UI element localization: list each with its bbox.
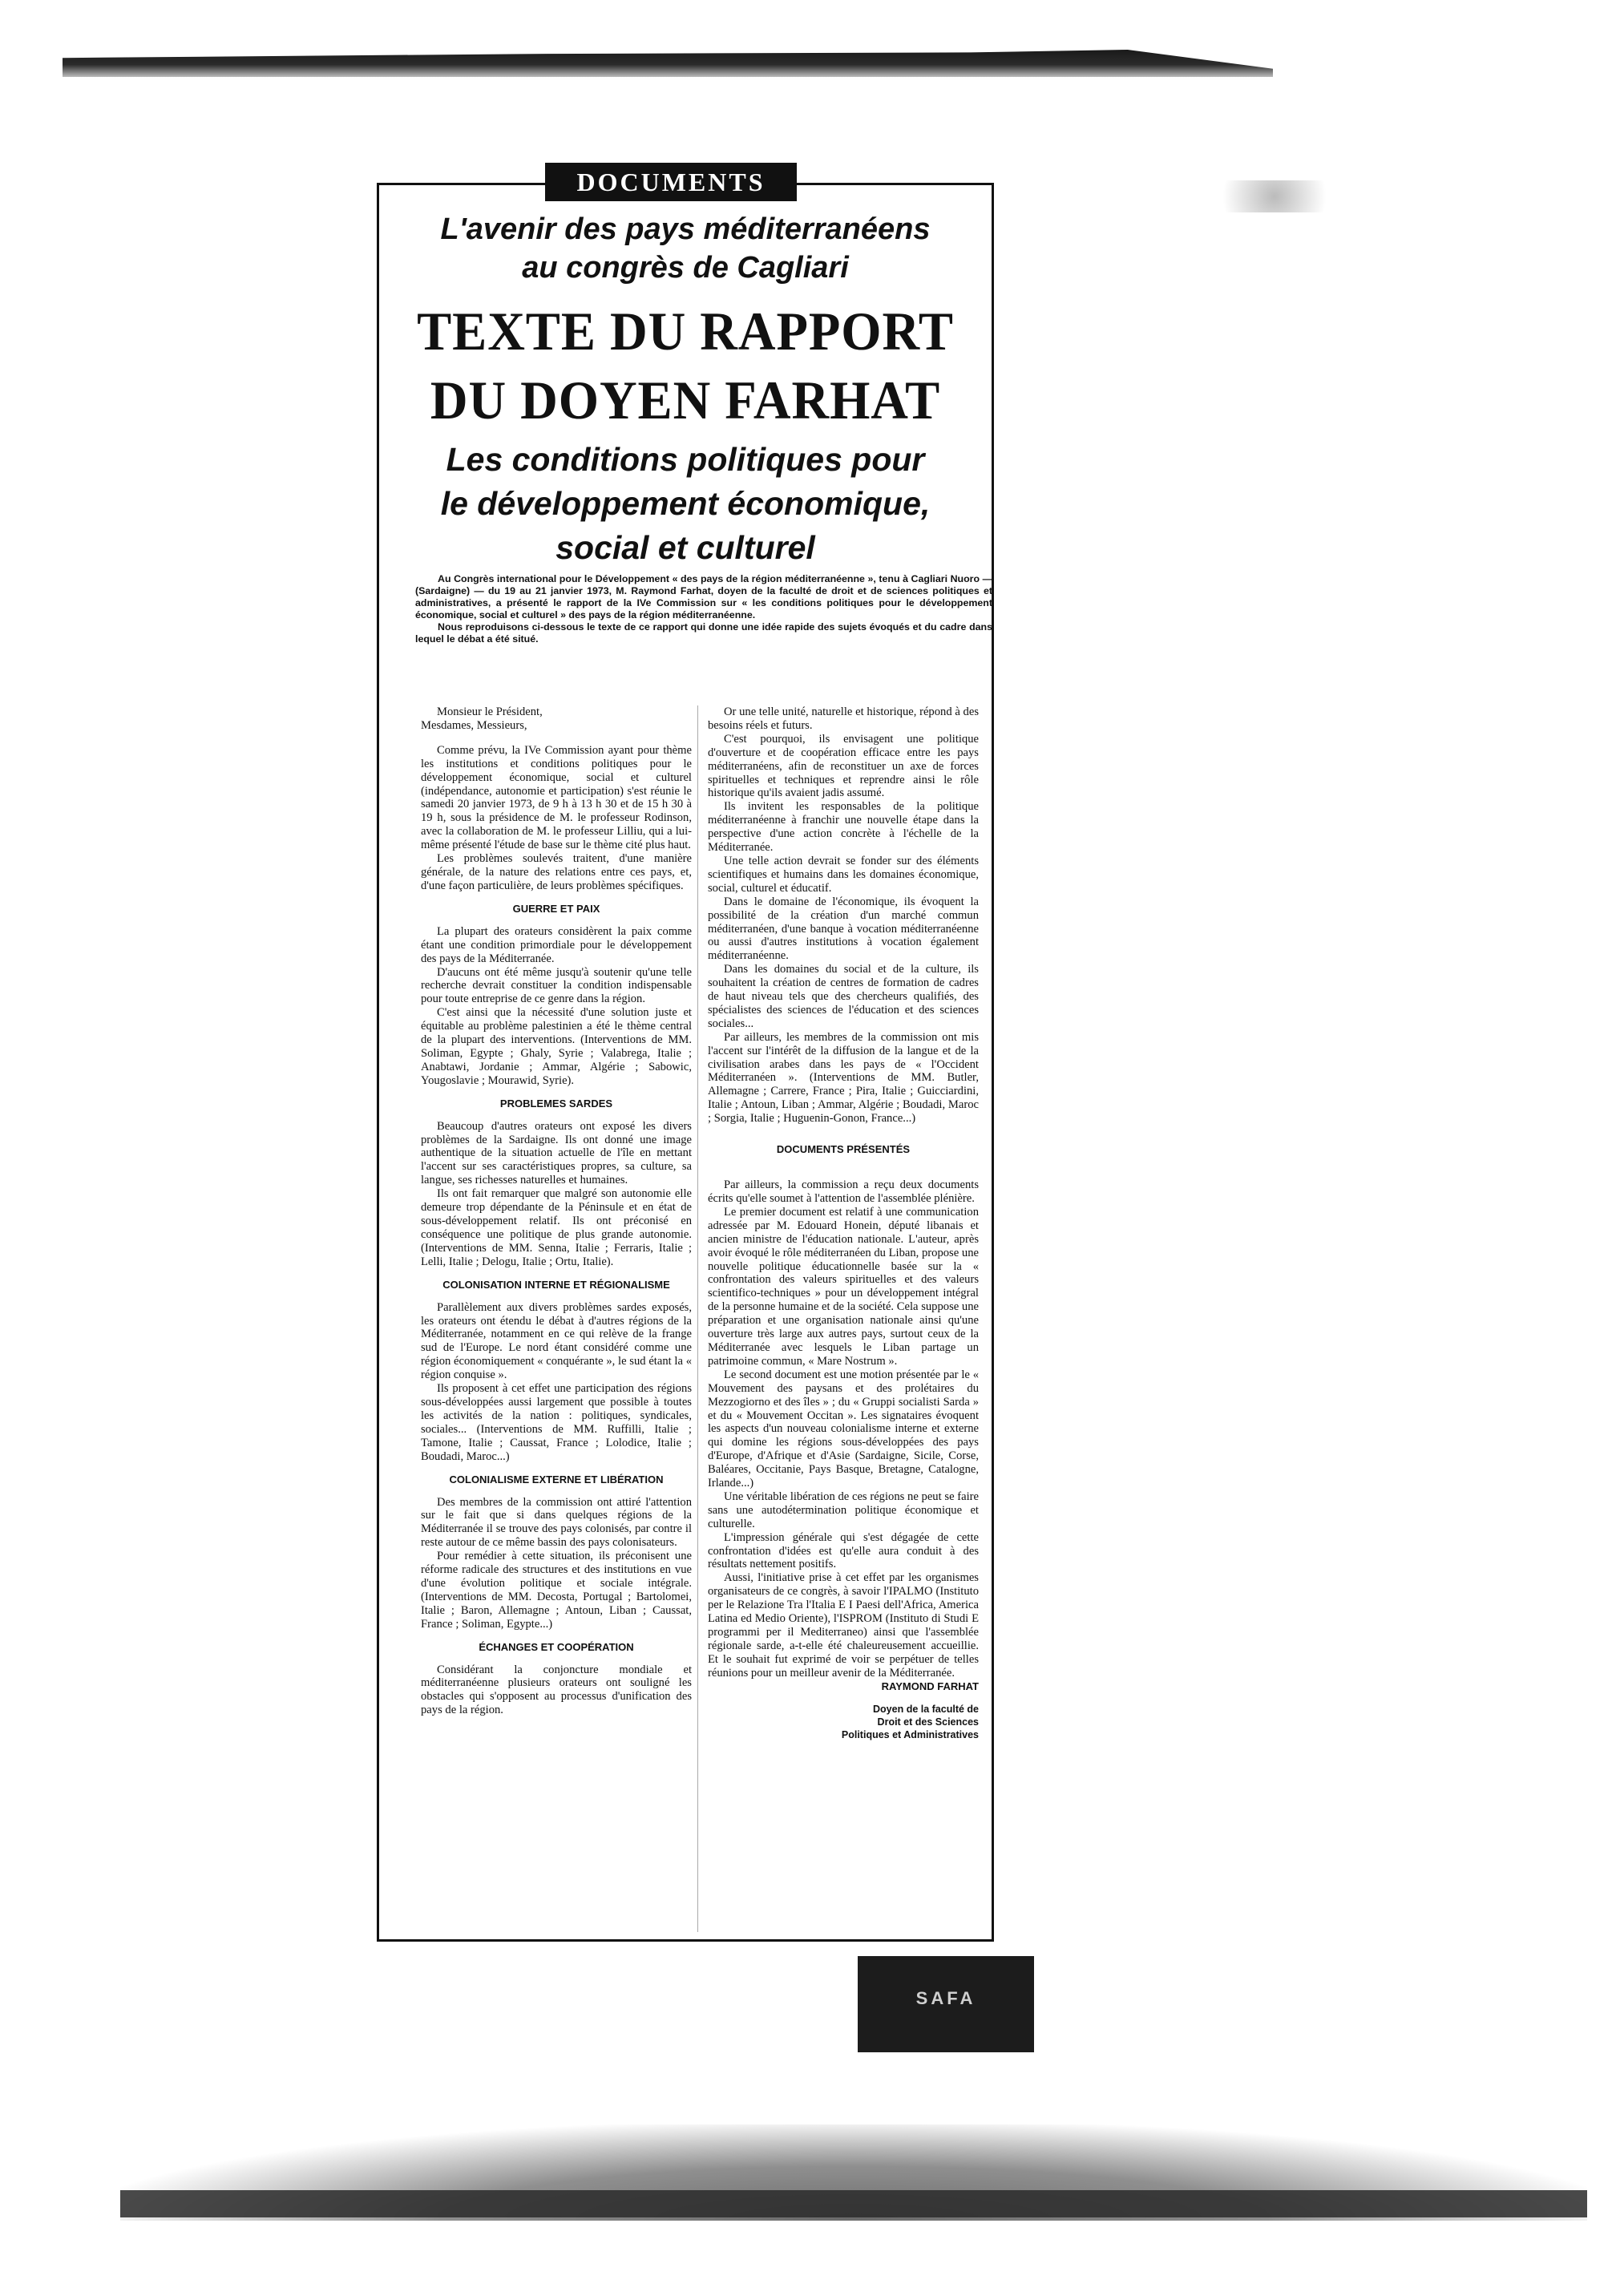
lead-text: Nous reproduisons ci-dessous le texte de ce rapport qui donne une idée rapide des sujets évoqués et du cadre dans lequel le débat a été situé. [415, 621, 992, 645]
section-heading: COLONIALISME EXTERNE ET LIBÉRATION [449, 1473, 664, 1486]
paragraph: L'impression générale qui s'est dégagée de cette confrontation d'idées est qu'elle aura conduit à des résultats nettement positifs. [708, 1530, 979, 1571]
section-heading: GUERRE ET PAIX [512, 902, 600, 915]
paragraph: D'aucuns ont été même jusqu'à soutenir qu'une telle recherche devrait constituer la condition indispensable pour toute entreprise de ce genre dans la région. [421, 965, 692, 1006]
column-right [708, 705, 979, 1741]
paragraph: Les problèmes soulevés traitent, d'une manière générale, de la nature des relations entre ces pays, et, d'une façon particulière, de leurs problèmes spécifiques. [421, 852, 692, 892]
paragraph: Parallèlement aux divers problèmes sardes exposés, les orateurs ont étendu le débat à d'autres régions de la Méditerranée, notamment en ce qui relève de la frange sud de l'Europe. Le nord étant considéré comme une région économiquement « conquérante », le sud étant la « région conquise ». [421, 1300, 692, 1382]
paragraph: Des membres de la commission ont attiré l'attention sur le fait que si dans quelques régions de la Méditerranée il se trouve des pays colonisés, par contre il reste autour de ce même bassin des pays colonisateurs. [421, 1495, 692, 1550]
section-heading: ÉCHANGES ET COOPÉRATION [479, 1640, 634, 1653]
subhead-line: social et culturel [556, 529, 815, 566]
paragraph: C'est pourquoi, ils envisagent une politique d'ouverture et de coopération efficace entre les pays méditerranéens, afin de reconstituer un axe de forces spirituelles et techniques et reprendre ainsi le rôle historique qu'ils avaient jadis assumé. [708, 732, 979, 800]
paragraph: Dans les domaines du social et de la culture, ils souhaitent la création de centres de formation de cadres de haut niveau tels que des chercheurs qualifiés, des spécialistes des sciences de l'éducation et des sciences sociales... [708, 963, 979, 1030]
headline-line: DU DOYEN FARHAT [430, 370, 941, 430]
paragraph: Par ailleurs, la commission a reçu deux documents écrits qu'elle soumet à l'attention de l'assemblée plénière. [708, 1178, 979, 1205]
section-heading: PROBLEMES SARDES [499, 1097, 613, 1110]
lead-text: Au Congrès international pour le Développement « des pays de la région méditerranéenne », tenu à Cagliari Nuoro — (Sardaigne) — du 19 au 21 janvier 1973, M. Raymond Farhat, doyen de la faculté de droit et de sciences politiques et administratives, a présenté le rapport de la IVe Commission sur « les conditions politiques pour le développement économique, social et culturel » des pays de la région méditerranéenne. [415, 573, 992, 620]
signature-role: Politiques et Administratives [841, 1728, 979, 1740]
scan-bottom-strip [120, 2190, 1587, 2217]
paragraph: Une telle action devrait se fonder sur des éléments scientifiques et humains dans les domaines économique, social, culturel et éducatif. [708, 854, 979, 895]
paragraph: C'est ainsi que la nécessité d'une solution juste et équitable au problème palestinien a été le thème central de la plupart des interventions. (Interventions de MM. Soliman, Egypte ; Ghaly, Syrie ; Valabrega, Italie ; Anabtawi, Jordanie ; Ammar, Algérie ; Sabowic, Yougoslavie ; Mourawid, Syrie). [421, 1006, 692, 1087]
salutation: Mesdames, Messieurs, [421, 718, 527, 732]
paragraph: Comme prévu, la IVe Commission ayant pour thème les institutions et conditions politiques pour le développement économique, social et culturel (indépendance, autonomie et participation) s'est réunie le samedi 20 janvier 1973, de 9 h à 13 h 30 et de 15 h 30 à 19 h, sous la présidence de M. le professeur Rodinson, avec la collaboration de M. le professeur Lilliu, qui a lui-même présenté l'étude de base sur le thème cité plus haut. [421, 743, 692, 852]
paragraph: Considérant la conjoncture mondiale et méditerranéenne plusieurs orateurs ont souligné les obstacles qui s'opposent au processus d'unification des pays de la région. [421, 1663, 692, 1717]
paragraph: Ils invitent les responsables de la politique méditerranéenne à franchir une nouvelle étape dans la perspective d'une action concrète à l'échelle de la Méditerranée. [708, 800, 979, 855]
paragraph: Or une telle unité, naturelle et historique, répond à des besoins réels et futurs. [708, 705, 979, 732]
section-heading: COLONISATION INTERNE ET RÉGIONALISME [442, 1278, 670, 1291]
archive-stamp [858, 1956, 1034, 2052]
section-tag: DOCUMENTS [545, 163, 797, 201]
paragraph: Par ailleurs, les membres de la commission ont mis l'accent sur l'intérêt de la diffusion de la langue et de la civilisation arabes dans les pays de « l'Occident Méditerranéen ». (Interventions de MM. Butler, Allemagne ; Carrere, France ; Pira, Italie ; Guicciardini, Italie ; Antoun, Liban ; Ammar, Algérie ; Boudadi, Maroc ; Sorgia, Italie ; Huguenin-Gonon, France...) [708, 1030, 979, 1126]
column-divider [697, 705, 698, 1932]
signature: RAYMOND FARHAT [881, 1680, 979, 1692]
kicker [385, 210, 986, 287]
lead-paragraph [415, 573, 992, 645]
subhead-line: Les conditions politiques pour [446, 441, 925, 478]
section-heading: DOCUMENTS PRÉSENTÉS [776, 1143, 911, 1156]
headline-line: TEXTE DU RAPPORT [417, 301, 954, 362]
paragraph: Dans le domaine de l'économique, ils évoquent la possibilité de la création d'un marché commun méditerranéen, d'une banque à vocation méditerranéenne ou aussi d'autres institutions à vocation également méditerranéenne. [708, 895, 979, 963]
paragraph: Une véritable libération de ces régions ne peut se faire sans une autodétermination politique économique et culturelle. [708, 1490, 979, 1530]
scan-top-shadow [63, 50, 1273, 77]
headline [400, 297, 972, 435]
paragraph: Beaucoup d'autres orateurs ont exposé les divers problèmes de la Sardaigne. Ils ont donné une image authentique de la situation actuelle de l'île en mettant l'accent sur ses caractéristiques propres, sa culture, sa langue, ses richesses naturelles et humaines. [421, 1119, 692, 1187]
subheadline [385, 438, 986, 570]
paragraph: Le premier document est relatif à une communication adressée par M. Edouard Honein, député libanais et ancien ministre de l'éducation nationale. L'auteur, après avoir évoqué le rôle méditerranéen du Liban, propose une nouvelle politique éducationnelle basée sur la « confrontation des valeurs spirituelles et des valeurs scientifico-techniques » pour un développement intégral de la personne humaine et de la société. Cela suppose une préparation et une organisation nationale ainsi qu'une ouverture très large aux autres pays, surtout ceux de la Méditerranée avec lesquels le Liban partage un patrimoine commun, « Mare Nostrum ». [708, 1205, 979, 1368]
paragraph: Pour remédier à cette situation, ils préconisent une réforme radicale des structures et des institutions en vue d'une évolution politique et sociale intégrale. (Interventions de MM. Decosta, Portugal ; Bartolomei, Italie ; Baron, Allemagne ; Antoun, Liban ; Caussat, France ; Soliman, Egypte...) [421, 1550, 692, 1631]
subhead-line: le développement économique, [440, 485, 931, 522]
signature-role: Droit et des Sciences [877, 1716, 979, 1728]
paragraph: Aussi, l'initiative prise à cet effet par les organismes organisateurs de ce congrès, à savoir l'IPALMO (Instituto per le Relazione Tra l'Italia E I Paesi dell'Africa, America Latina ed Medio Oriente), l'ISPROM (Instituto di Studi E programmi per il Mediterraneo) ainsi que l'assemblée régionale sarde, a-t-elle été chaleureusement accueillie. Et le souhait fut exprimé de voir se perpétuer de telles réunions pour un meilleur avenir de la Méditerranée. [708, 1571, 979, 1680]
salutation: Monsieur le Président, [437, 705, 543, 718]
paragraph: Le second document est une motion présentée par le « Mouvement des paysans et des prolétaires du Mezzogiorno et des îles » ; du « Gruppi socialisti Sarda » et du « Mouvement Occitan ». Les signataires évoquent les aspects d'un nouveau colonialisme interne et externe qui domine les régions sous-développées des pays d'Europe, d'Afrique et d'Asie (Sardaigne, Sicile, Corse, Baléares, Occitanie, Pays Basque, Bretagne, Catalogne, Irlande...) [708, 1368, 979, 1490]
kicker-line: L'avenir des pays méditerranéens [440, 212, 931, 246]
paragraph: Ils ont fait remarquer que malgré son autonomie elle demeure trop dépendante de la Péninsule et en état de sous-développement relatif. Ils ont préconisé en conséquence une politique de plus grande autonomie. (Interventions de MM. Senna, Italie ; Ferraris, Italie ; Lelli, Italie ; Delogu, Italie ; Ortu, Italie). [421, 1187, 692, 1268]
paragraph: Ils proposent à cet effet une participation des régions sous-développées aussi largement que possible à toutes les activités de la nation : politiques, syndicales, sociales... (Interventions de MM. Ruffilli, Italie ; Tamone, Italie ; Caussat, France ; Lolodice, Italie ; Boudadi, Maroc...) [421, 1382, 692, 1463]
archive-stamp-text: SAFA [915, 1988, 976, 2008]
signature-role: Doyen de la faculté de [873, 1703, 979, 1715]
kicker-line: au congrès de Cagliari [522, 251, 849, 285]
scan-noise [1202, 180, 1347, 212]
paragraph: La plupart des orateurs considèrent la paix comme étant une condition primordiale pour le développement des pays de la Méditerranée. [421, 924, 692, 965]
column-left [421, 705, 692, 1717]
